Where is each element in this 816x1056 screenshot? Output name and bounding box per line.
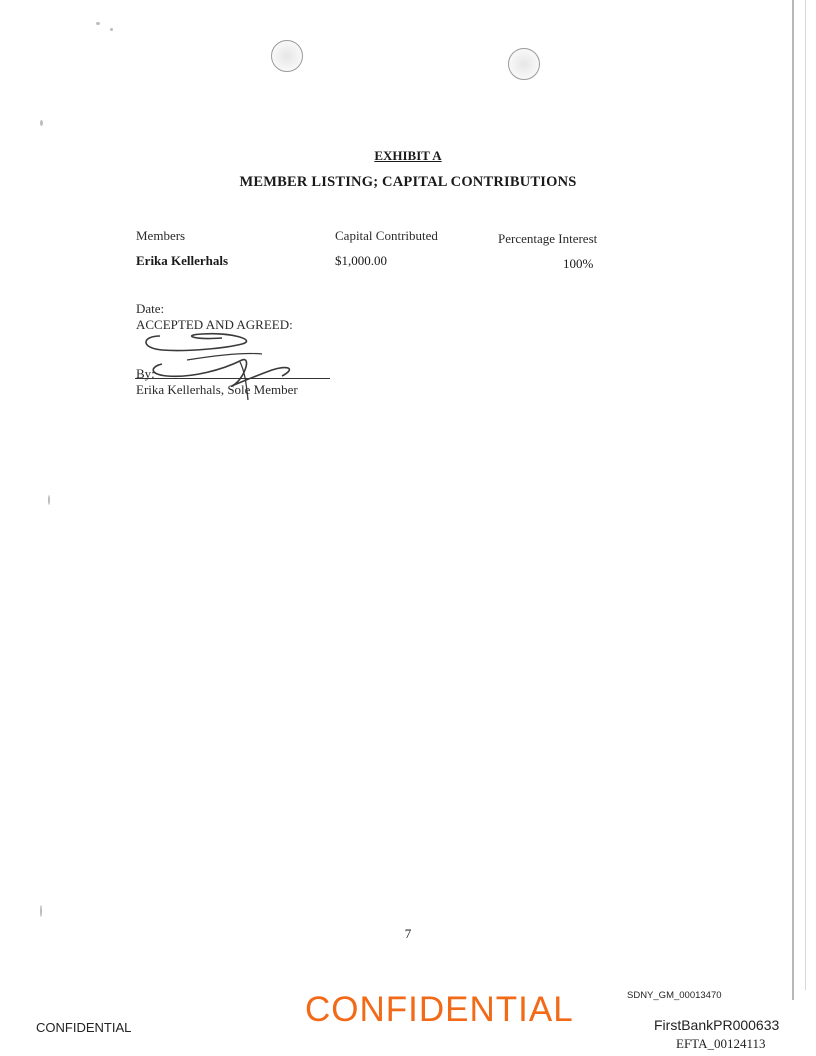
header-percentage-interest: Percentage Interest xyxy=(498,231,598,246)
bank-bates-stamp: FirstBankPR000633 xyxy=(654,1017,780,1033)
page-number: 7 xyxy=(404,926,412,941)
scan-speck xyxy=(48,495,50,505)
scan-speck xyxy=(40,905,42,917)
capital-value: $1,000.00 xyxy=(335,253,387,268)
header-capital-contributed: Capital Contributed xyxy=(335,228,438,243)
by-label: By: xyxy=(136,366,155,381)
scan-speck xyxy=(40,120,43,126)
sdny-bates-stamp: SDNY_GM_00013470 xyxy=(627,990,722,1001)
exhibit-title: EXHIBIT A xyxy=(374,148,442,163)
accepted-label: ACCEPTED AND AGREED: xyxy=(136,317,293,332)
punch-hole-left xyxy=(271,40,303,72)
confidential-watermark: CONFIDENTIAL xyxy=(305,990,574,1029)
scan-speck xyxy=(96,22,100,25)
signature-line xyxy=(135,378,330,379)
confidential-footer-label: CONFIDENTIAL xyxy=(36,1020,132,1035)
punch-hole-right xyxy=(508,48,540,80)
signer-name: Erika Kellerhals, Sole Member xyxy=(136,382,298,397)
percentage-value: 100% xyxy=(563,256,594,271)
efta-bates-stamp: EFTA_00124113 xyxy=(676,1036,766,1051)
section-title: MEMBER LISTING; CAPITAL CONTRIBUTIONS xyxy=(239,174,577,190)
date-label: Date: xyxy=(136,301,165,316)
scan-speck xyxy=(110,28,113,31)
header-members: Members xyxy=(136,228,186,243)
member-name: Erika Kellerhals xyxy=(136,253,229,268)
